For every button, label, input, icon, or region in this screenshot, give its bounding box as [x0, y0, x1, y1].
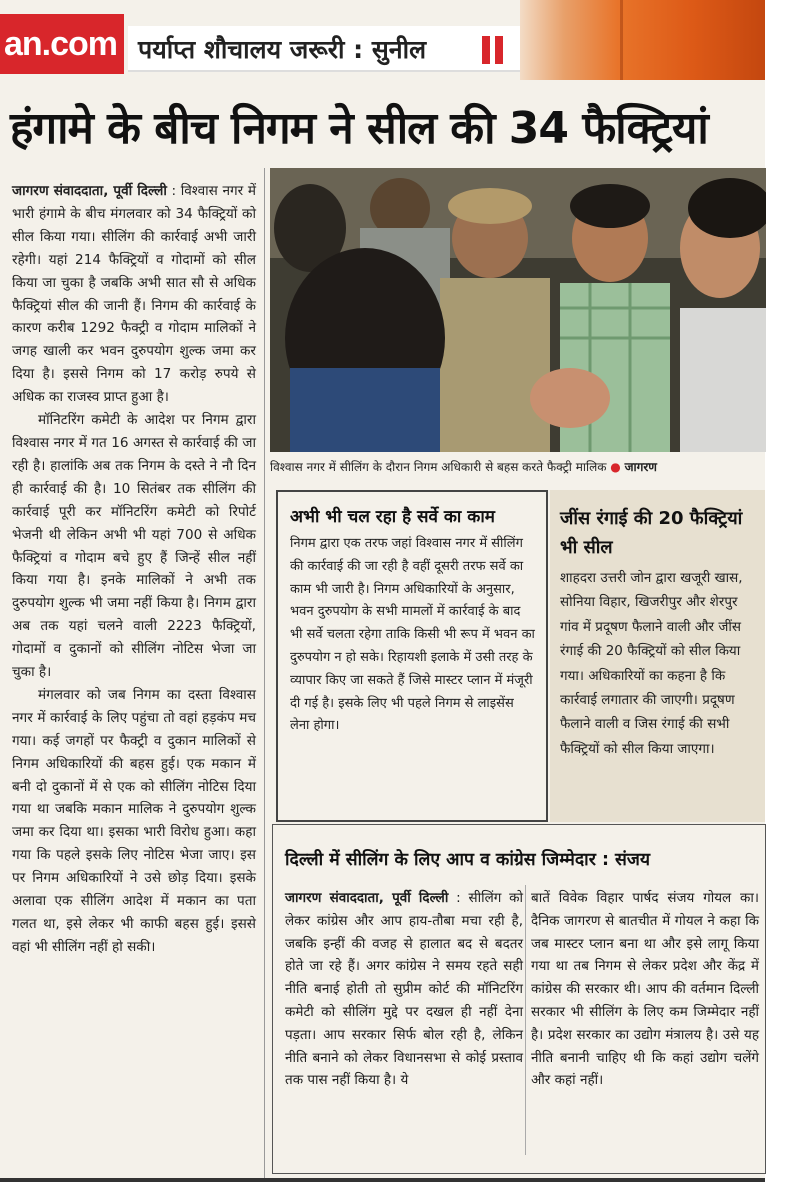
survey-box-title: अभी भी चल रहा है सर्वे का काम: [290, 507, 495, 527]
caption-bullet: ●: [610, 460, 621, 474]
photo-caption-text: विश्वास नगर में सीलिंग के दौरान निगम अधिकारी से बहस करते फैक्ट्री मालिक: [270, 460, 607, 474]
site-logo: an.com: [0, 14, 124, 74]
main-story-para-1: जागरण संवाददाता, पूर्वी दिल्ली : विश्वास नगर में भारी हंगामे के बीच मंगलवार को 34 फैक्ट्रियों को सील किया गया। सीलिंग की कार्रवाई अभी जारी रहेगी। यहां 214 फैक्ट्रियों व गोदामों को सील किया जा चुका है जबकि अभी सात सौ से अधिक फैक्ट्रियां सील की जानी हैं। निगम की कार्रवाई के कारण करीब 1292 फैक्ट्री व गोदाम मालिकों ने जगह खाली कर भवन दुरुपयोग शुल्क जमा कर दिया है। इससे निगम को 17 करोड़ रुपये से अधिक का राजस्व प्राप्त हुआ है।: [12, 183, 256, 406]
bottom-story-byline: जागरण संवाददाता, पूर्वी दिल्ली: [285, 890, 449, 906]
page-edge: [765, 0, 795, 1200]
main-headline: हंगामे के बीच निगम ने सील की 34 फैक्ट्रियां: [10, 103, 708, 154]
news-photo: [270, 168, 766, 452]
photo-caption: [270, 458, 766, 475]
top-headline-bar: [128, 26, 520, 72]
jeans-box-body: शाहदरा उत्तरी जोन द्वारा खजूरी खास, सोनिया विहार, खिजरीपुर और शेरपुर गांव में प्रदूषण फैलाने वाली और जींस रंगाई की 20 फैक्ट्रियों को सील किया गया। अधिकारियों का कहना है कि कार्रवाई लगातार की जाएगी। प्रदूषण फैलाने वाली व जिस रंगाई की सभी फैक्ट्रियों को सील किया जाएगा।: [560, 570, 743, 757]
jeans-box-title: जींस रंगाई की 20 फैक्ट्रियां भी सील: [560, 508, 743, 558]
main-story: [12, 180, 256, 959]
top-headline: पर्याप्त शौचालय जरूरी : सुनील: [138, 35, 427, 64]
bottom-story-left-col: जागरण संवाददाता, पूर्वी दिल्ली : सीलिंग को लेकर कांग्रेस और आप हाय-तौबा मचा रही है, जबकि इन्हीं की वजह से हालात बद से बदतर होते जा रहे हैं। अगर कांग्रेस ने समय रहते सही नीति बनाई होती तो सुप्रीम कोर्ट की मॉनिटरिंग कमेटी को सीलिंग मुद्दे पर दखल ही नहीं देना पड़ता। आप सरकार सिर्फ बोल रही है, लेकिन नीति बनाने को लेकर विधानसभा से कोई प्रस्ताव तक पास नहीं किया है। ये: [285, 890, 523, 1089]
bottom-margin: [0, 1182, 765, 1200]
photo-credit: जागरण: [624, 460, 657, 474]
main-story-para-2: मॉनिटरिंग कमेटी के आदेश पर निगम द्वारा विश्वास नगर में गत 16 अगस्त से कार्रवाई की जा रही है। हालांकि अब तक निगम के दस्ते ने नौ दिन ही कार्रवाई की है। 10 सितंबर तक सीलिंग की कार्रवाई पूरी कर मॉनिटरिंग कमेटी को रिपोर्ट भेजनी थी लेकिन अभी भी यहां 700 से अधिक फैक्ट्रियां व गोदाम बचे हुए हैं जिन्हें सील नहीं किया गया है। इनके मालिकों ने अभी तक दुरुपयोग शुल्क भी जमा नहीं किया है। निगम द्वारा अब तक यहां चलने वाली 2223 फैक्ट्रियों, गोदामों व दुकानों को सीलिंग नोटिस भेजा जा चुका है।: [12, 412, 256, 681]
main-story-para-3: मंगलवार को जब निगम का दस्ता विश्वास नगर में कार्रवाई के लिए पहुंचा तो वहां हड़कंप मच गया। कई जगहों पर फैक्ट्री व दुकान मालिकों से निगम अधिकारियों की बहस हुई। एक मकान में बनी दो दुकानों में से एक को सीलिंग नोटिस दिया गया था जबकि मकान मालिक ने दुरुपयोग शुल्क जमा कर दिया था। इसका भारी विरोध हुआ। कहा गया कि पहले इसके लिए नोटिस भेजा जाए। इस पर निगम अधिकारियों ने उसे छोड़ दिया। इसके अलावा एक सीलिंग आदेश में मकान का पता गलत था, इसे लेकर भी काफी बहस हुई। इससे वहां भी सीलिंग नहीं हो सकी।: [12, 686, 256, 955]
column-divider: [264, 168, 265, 1178]
bottom-story: [272, 824, 766, 1174]
main-story-byline: जागरण संवाददाता, पूर्वी दिल्ली: [12, 183, 167, 199]
news-photo-illustration: [270, 168, 766, 452]
pause-icon: [482, 36, 504, 64]
bottom-story-divider: [525, 885, 526, 1155]
bottom-story-right-col: बातें विवेक विहार पार्षद संजय गोयल का। दैनिक जागरण से बातचीत में गोयल ने कहा कि जब मास्टर प्लान बना था और इसे लागू किया गया था तब निगम से लेकर प्रदेश और केंद्र में कांग्रेस की सरकार थी। आप की वर्तमान दिल्ली सरकार भी सीलिंग के लिए कम जिम्मेदार नहीं है। प्रदेश सरकार का उद्योग मंत्रालय है। उसे यह नीति बनानी चाहिए थी कि कहां उद्योग चलेंगे और कहां नहीं।: [531, 890, 759, 1089]
jeans-box: [550, 490, 765, 822]
orange-photo-crop: [520, 0, 765, 80]
survey-box-body: निगम द्वारा एक तरफ जहां विश्वास नगर में सीलिंग की कार्रवाई की जा रही है वहीं दूसरी तरफ सर्वे का काम भी जारी है। निगम अधिकारियों के अनुसार, भवन दुरुपयोग के सभी मामलों में कार्रवाई के बाद भी सर्वे चलता रहेगा ताकि किसी भी रूप में भवन का दुरुपयोग न हो सके। रिहायशी इलाके में उसी तरह के व्यापार किए जा सकते हैं जिसे मास्टर प्लान में मंजूरी दी गई है। इसके लिए भी पहले निगम से लाइसेंस लेना होगा।: [290, 536, 535, 734]
bottom-story-title: दिल्ली में सीलिंग के लिए आप व कांग्रेस जिम्मेदार : संजय: [285, 850, 651, 870]
survey-box: [276, 490, 548, 822]
